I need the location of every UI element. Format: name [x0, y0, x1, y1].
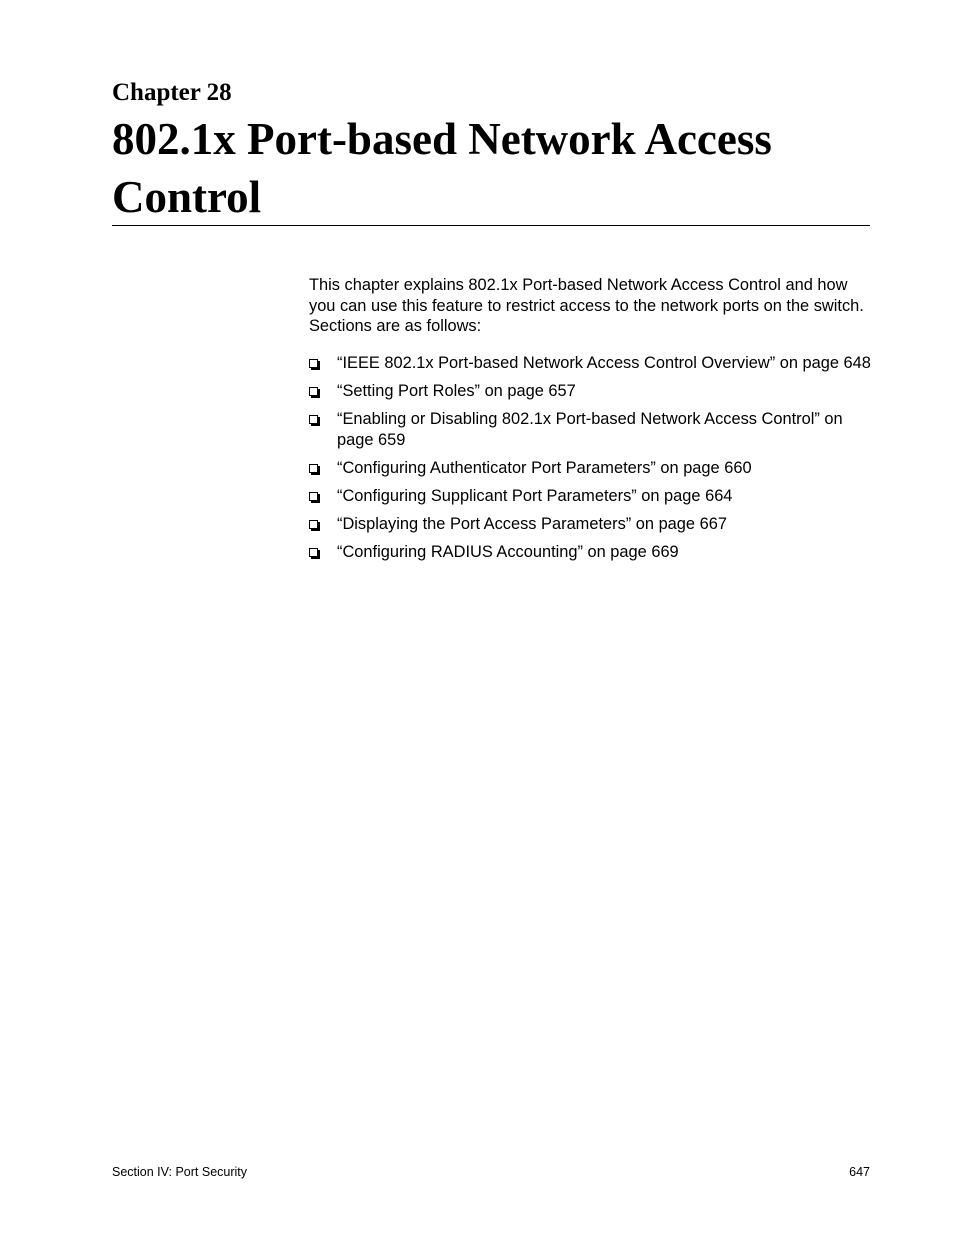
intro-paragraph: This chapter explains 802.1x Port-based Network Access Control and how you can use this feature to restrict access to the network ports on the switch. Sections are as follows:: [309, 276, 864, 335]
list-item[interactable]: [309, 381, 874, 402]
chapter-title: 802.1x Port-based Network Access Control: [112, 114, 772, 222]
list-item[interactable]: [309, 353, 874, 374]
list-item[interactable]: [309, 486, 874, 507]
list-item[interactable]: [309, 458, 874, 479]
footer-page-number: 647: [849, 1165, 870, 1179]
section-link[interactable]: “Configuring Authenticator Port Parameters” on page 660: [337, 458, 752, 477]
section-link[interactable]: “Setting Port Roles” on page 657: [337, 382, 576, 400]
checkbox-bullet-icon: [309, 464, 318, 473]
checkbox-bullet-icon: [309, 359, 318, 368]
title-rule: [112, 225, 870, 226]
section-link[interactable]: “Enabling or Disabling 802.1x Port-based Network Access Control” on page 659: [337, 410, 843, 449]
checkbox-bullet-icon: [309, 415, 318, 424]
checkbox-bullet-icon: [309, 492, 318, 501]
section-list: [309, 353, 874, 570]
section-link[interactable]: “IEEE 802.1x Port-based Network Access Control Overview” on page 648: [337, 354, 871, 372]
checkbox-bullet-icon: [309, 387, 318, 396]
checkbox-bullet-icon: [309, 548, 318, 557]
list-item[interactable]: [309, 542, 874, 563]
list-item[interactable]: [309, 514, 874, 535]
checkbox-bullet-icon: [309, 520, 318, 529]
section-link[interactable]: “Configuring Supplicant Port Parameters” on page 664: [337, 486, 733, 505]
section-link[interactable]: “Configuring RADIUS Accounting” on page 669: [337, 542, 679, 561]
footer-section-name: Section IV: Port Security: [112, 1165, 248, 1179]
section-link[interactable]: “Displaying the Port Access Parameters” on page 667: [337, 514, 727, 533]
list-item[interactable]: [309, 409, 874, 450]
chapter-label: Chapter 28: [112, 79, 232, 106]
